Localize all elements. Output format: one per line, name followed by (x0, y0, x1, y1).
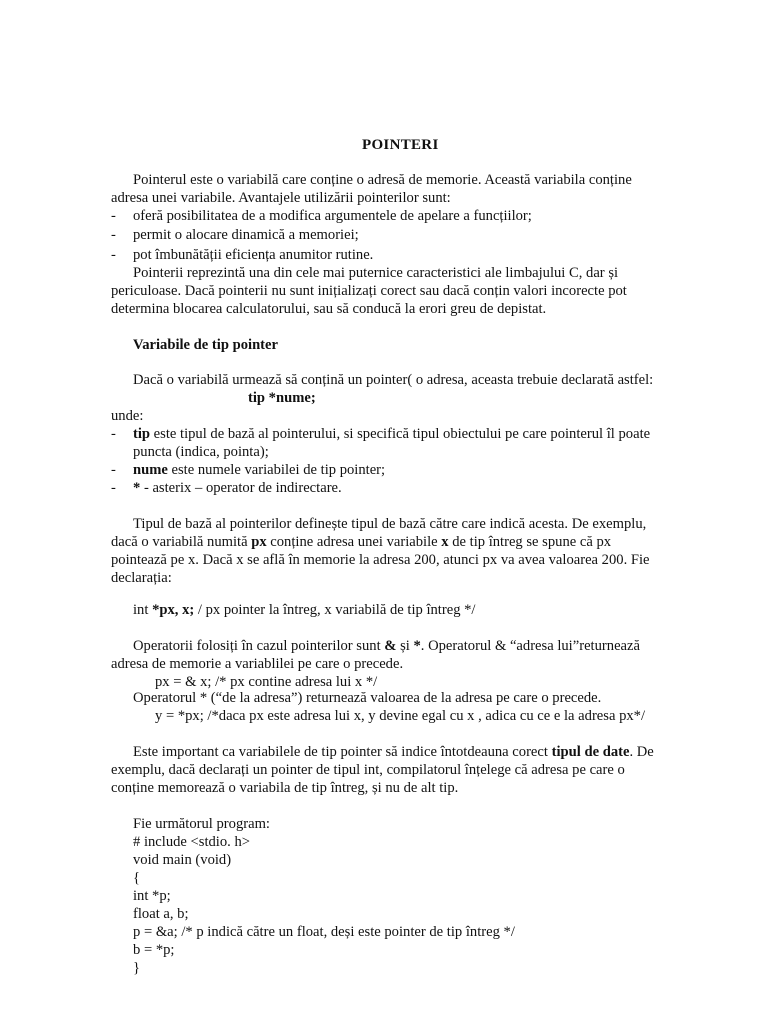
section-line-1: Dacă o variabilă urmează să conțină un pointer( o adresa, aceasta trebuie declarată astfel: (133, 372, 654, 388)
term: tipul de date (551, 744, 630, 760)
term: tip (133, 426, 151, 442)
term: & (384, 638, 397, 654)
para3-line-1: Tipul de bază al pointerilor definește tipul de bază către care indică acesta. De exemplu, (133, 516, 647, 532)
text: Operatorii folosiți în cazul pointerilor sunt (133, 638, 385, 654)
code-line: p = &a; /* p indică către un float, deși este pointer de tip întreg */ (133, 924, 515, 940)
intro-line-5: determina blocarea calculatorului, sau să conducă la erori greu de depistat. (111, 301, 547, 317)
text: . Operatorul & “adresa lui”returnează (420, 638, 640, 654)
para3-line-2 (111, 533, 611, 551)
para5-line-1 (133, 743, 654, 761)
operators-line-2: adresa de memorie a variablilei pe care o precede. (111, 656, 404, 672)
code-line: b = *p; (133, 942, 175, 958)
operators-line-4: Operatorul * (“de la adresa”) returnează valoarea de la adresa pe care o precede. (133, 690, 602, 706)
bullet-dash: - (111, 462, 116, 478)
bullet-dash: - (111, 227, 116, 243)
bullet-item: oferă posibilitatea de a modifica argumentele de apelare a funcțiilor; (133, 208, 532, 224)
term: *px, x; (152, 602, 195, 618)
text: Este important ca variabilele de tip pointer să indice întotdeauna corect (133, 744, 552, 760)
operators-code-1: px = & x; /* px contine adresa lui x */ (155, 674, 378, 690)
text: dacă o variabilă numită (111, 534, 252, 550)
bullet-dash: - (111, 208, 116, 224)
intro-line-3: Pointerii reprezintă una din cele mai puternice caracteristici ale limbajului C, dar și (133, 265, 619, 281)
bullet-item: pot îmbunătății eficiența anumitor rutine. (133, 247, 374, 263)
operators-line-1 (133, 637, 640, 655)
para5-line-3: conține memorează o variabila de tip întreg, și nu de alt tip. (111, 780, 459, 796)
text: . De (629, 744, 654, 760)
term: * (133, 480, 141, 496)
definition-tip (133, 425, 650, 443)
bullet-dash: - (111, 247, 116, 263)
code-line: int *p; (133, 888, 171, 904)
intro-line-2: adresa unei variabile. Avantajele utilizării pointerilor sunt: (111, 190, 451, 206)
definition-asterix (133, 479, 342, 497)
operators-code-2: y = *px; /*daca px este adresa lui x, y devine egal cu x , adica cu ce e la adresa px*/ (155, 708, 646, 724)
definition-text: este numele variabilei de tip pointer; (167, 462, 386, 478)
bullet-dash: - (111, 480, 116, 496)
term: * (413, 638, 421, 654)
text: int (133, 602, 153, 618)
bullet-item: permit o alocare dinamică a memoriei; (133, 227, 359, 243)
term: px (251, 534, 267, 550)
para3-line-4: declarația: (111, 570, 172, 586)
definition-tip-cont: puncta (indica, pointa); (133, 444, 269, 460)
code-line: void main (void) (133, 852, 232, 868)
term: nume (133, 462, 168, 478)
code-line: } (133, 960, 141, 976)
text: și (396, 638, 414, 654)
term: x (441, 534, 449, 550)
page-title: POINTERI (362, 137, 439, 153)
text: / px pointer la întreg, x variabilă de tip întreg */ (194, 602, 476, 618)
intro-line-1: Pointerul este o variabilă care conține o adresă de memorie. Această variabila conține (133, 172, 632, 188)
text: de tip întreg se spune că px (448, 534, 612, 550)
text: conține adresa unei variabile (266, 534, 442, 550)
definition-text: - asterix – operator de indirectare. (140, 480, 342, 496)
code-line: float a, b; (133, 906, 189, 922)
declaration-example (133, 601, 476, 619)
unde-label: unde: (111, 408, 144, 424)
para3-line-3: pointează pe x. Dacă x se află în memorie la adresa 200, atunci px va avea valoarea 200. Fie (111, 552, 650, 568)
program-intro: Fie următorul program: (133, 816, 270, 832)
definition-nume (133, 461, 385, 479)
declaration-syntax: tip *nume; (248, 390, 316, 406)
intro-line-4: periculoase. Dacă pointerii nu sunt inițializați corect sau dacă conțin valori incorecte pot (111, 283, 627, 299)
bullet-dash: - (111, 426, 116, 442)
code-line: # include <stdio. h> (133, 834, 250, 850)
para5-line-2: exemplu, dacă declarați un pointer de tipul int, compilatorul înțelege că adresa pe care o (111, 762, 625, 778)
section-heading: Variabile de tip pointer (133, 337, 278, 353)
code-line: { (133, 870, 141, 886)
definition-text: este tipul de bază al pointerului, si specifică tipul obiectului pe care pointerul îl poate (150, 426, 651, 442)
